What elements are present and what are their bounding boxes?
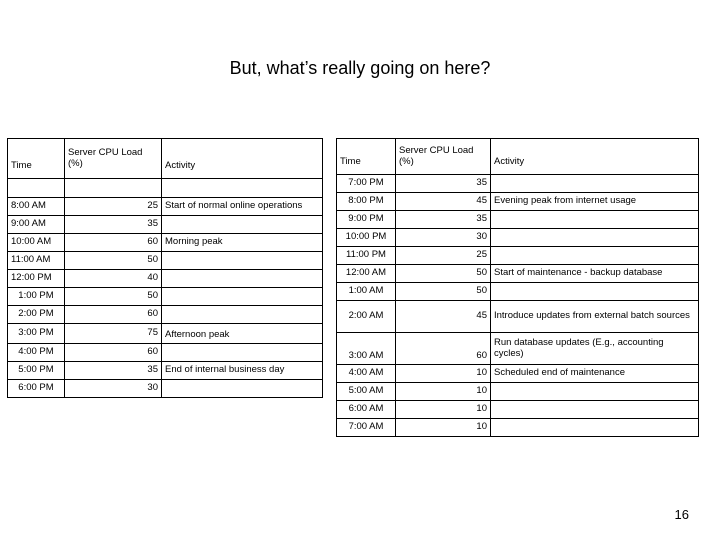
table-row bbox=[8, 270, 323, 288]
activity-cell bbox=[162, 306, 323, 324]
table-row bbox=[337, 211, 699, 229]
load-cell: 60 bbox=[65, 306, 162, 324]
activity-cell: Introduce updates from external batch sources bbox=[491, 301, 699, 333]
activity-cell: Morning peak bbox=[162, 234, 323, 252]
table-row bbox=[337, 333, 699, 365]
load-cell: 45 bbox=[396, 193, 491, 211]
load-cell: 50 bbox=[65, 252, 162, 270]
table-row bbox=[8, 362, 323, 380]
time-cell: 5:00 AM bbox=[337, 383, 396, 401]
table-row bbox=[8, 306, 323, 324]
activity-cell bbox=[162, 288, 323, 306]
load-cell: 30 bbox=[65, 380, 162, 398]
activity-cell bbox=[162, 252, 323, 270]
activity-cell: Run database updates (E.g., accounting cycles) bbox=[491, 333, 699, 365]
table-row bbox=[337, 175, 699, 193]
activity-cell bbox=[162, 380, 323, 398]
activity-header: Activity bbox=[491, 139, 699, 175]
time-cell: 12:00 PM bbox=[8, 270, 65, 288]
activity-cell bbox=[491, 383, 699, 401]
time-cell: 2:00 AM bbox=[337, 301, 396, 333]
activity-cell bbox=[162, 216, 323, 234]
load-cell: 75 bbox=[65, 324, 162, 344]
table-row bbox=[337, 265, 699, 283]
activity-cell bbox=[162, 344, 323, 362]
slide-title: But, what’s really going on here? bbox=[229, 58, 491, 78]
load-cell: 35 bbox=[65, 362, 162, 380]
table-row bbox=[337, 419, 699, 437]
activity-cell: Start of maintenance - backup database bbox=[491, 265, 699, 283]
time-cell: 2:00 PM bbox=[8, 306, 65, 324]
activity-cell bbox=[491, 211, 699, 229]
time-cell: 8:00 AM bbox=[8, 198, 65, 216]
activity-header: Activity bbox=[162, 139, 323, 179]
load-cell: 25 bbox=[396, 247, 491, 265]
load-cell: 10 bbox=[396, 419, 491, 437]
time-header: Time bbox=[8, 139, 65, 179]
activity-cell: Evening peak from internet usage bbox=[491, 193, 699, 211]
table-row bbox=[8, 380, 323, 398]
activity-cell bbox=[491, 229, 699, 247]
activity-cell: Start of normal online operations bbox=[162, 198, 323, 216]
activity-cell: End of internal business day bbox=[162, 362, 323, 380]
activity-cell bbox=[162, 270, 323, 288]
time-cell: 3:00 PM bbox=[8, 324, 65, 344]
time-cell: 7:00 PM bbox=[337, 175, 396, 193]
table-row bbox=[8, 288, 323, 306]
time-cell: 5:00 PM bbox=[8, 362, 65, 380]
table-row bbox=[337, 365, 699, 383]
load-cell: 25 bbox=[65, 198, 162, 216]
time-cell: 9:00 PM bbox=[337, 211, 396, 229]
time-cell: 12:00 AM bbox=[337, 265, 396, 283]
right-table bbox=[336, 138, 699, 437]
time-cell: 11:00 PM bbox=[337, 247, 396, 265]
time-cell: 7:00 AM bbox=[337, 419, 396, 437]
time-cell: 1:00 PM bbox=[8, 288, 65, 306]
load-cell: 10 bbox=[396, 401, 491, 419]
activity-cell: Scheduled end of maintenance bbox=[491, 365, 699, 383]
table-row bbox=[8, 179, 323, 198]
load-cell: 60 bbox=[65, 234, 162, 252]
load-cell: 60 bbox=[65, 344, 162, 362]
table-row bbox=[337, 283, 699, 301]
time-header: Time bbox=[337, 139, 396, 175]
table-row bbox=[8, 252, 323, 270]
load-cell: 40 bbox=[65, 270, 162, 288]
table-row bbox=[8, 234, 323, 252]
left-table bbox=[7, 138, 323, 398]
load-header: Server CPU Load (%) bbox=[396, 139, 491, 175]
load-cell: 50 bbox=[396, 283, 491, 301]
table-row bbox=[8, 324, 323, 344]
activity-cell bbox=[491, 283, 699, 301]
load-cell: 35 bbox=[65, 216, 162, 234]
activity-cell bbox=[491, 175, 699, 193]
load-cell: 30 bbox=[396, 229, 491, 247]
load-cell: 35 bbox=[396, 175, 491, 193]
table-row bbox=[8, 216, 323, 234]
time-cell: 6:00 PM bbox=[8, 380, 65, 398]
activity-cell bbox=[491, 419, 699, 437]
activity-cell bbox=[491, 247, 699, 265]
load-cell: 10 bbox=[396, 383, 491, 401]
time-cell: 3:00 AM bbox=[337, 333, 396, 365]
load-cell: 45 bbox=[396, 301, 491, 333]
table-row bbox=[337, 401, 699, 419]
left-header-row bbox=[8, 139, 323, 179]
time-cell: 4:00 AM bbox=[337, 365, 396, 383]
page-number: 16 bbox=[674, 507, 689, 522]
table-row bbox=[337, 247, 699, 265]
table-row bbox=[8, 198, 323, 216]
table-row bbox=[337, 383, 699, 401]
load-cell: 50 bbox=[396, 265, 491, 283]
time-cell: 11:00 AM bbox=[8, 252, 65, 270]
activity-cell: Afternoon peak bbox=[162, 324, 323, 344]
table-row bbox=[337, 229, 699, 247]
load-cell: 35 bbox=[396, 211, 491, 229]
activity-cell bbox=[491, 401, 699, 419]
right-header-row bbox=[337, 139, 699, 175]
load-cell: 50 bbox=[65, 288, 162, 306]
time-cell: 6:00 AM bbox=[337, 401, 396, 419]
load-cell: 10 bbox=[396, 365, 491, 383]
time-cell: 10:00 PM bbox=[337, 229, 396, 247]
time-cell: 1:00 AM bbox=[337, 283, 396, 301]
table-row bbox=[337, 301, 699, 333]
time-cell: 8:00 PM bbox=[337, 193, 396, 211]
time-cell: 10:00 AM bbox=[8, 234, 65, 252]
time-cell: 9:00 AM bbox=[8, 216, 65, 234]
time-cell: 4:00 PM bbox=[8, 344, 65, 362]
table-row bbox=[337, 193, 699, 211]
load-header: Server CPU Load (%) bbox=[65, 139, 162, 179]
table-row bbox=[8, 344, 323, 362]
load-cell: 60 bbox=[396, 333, 491, 365]
